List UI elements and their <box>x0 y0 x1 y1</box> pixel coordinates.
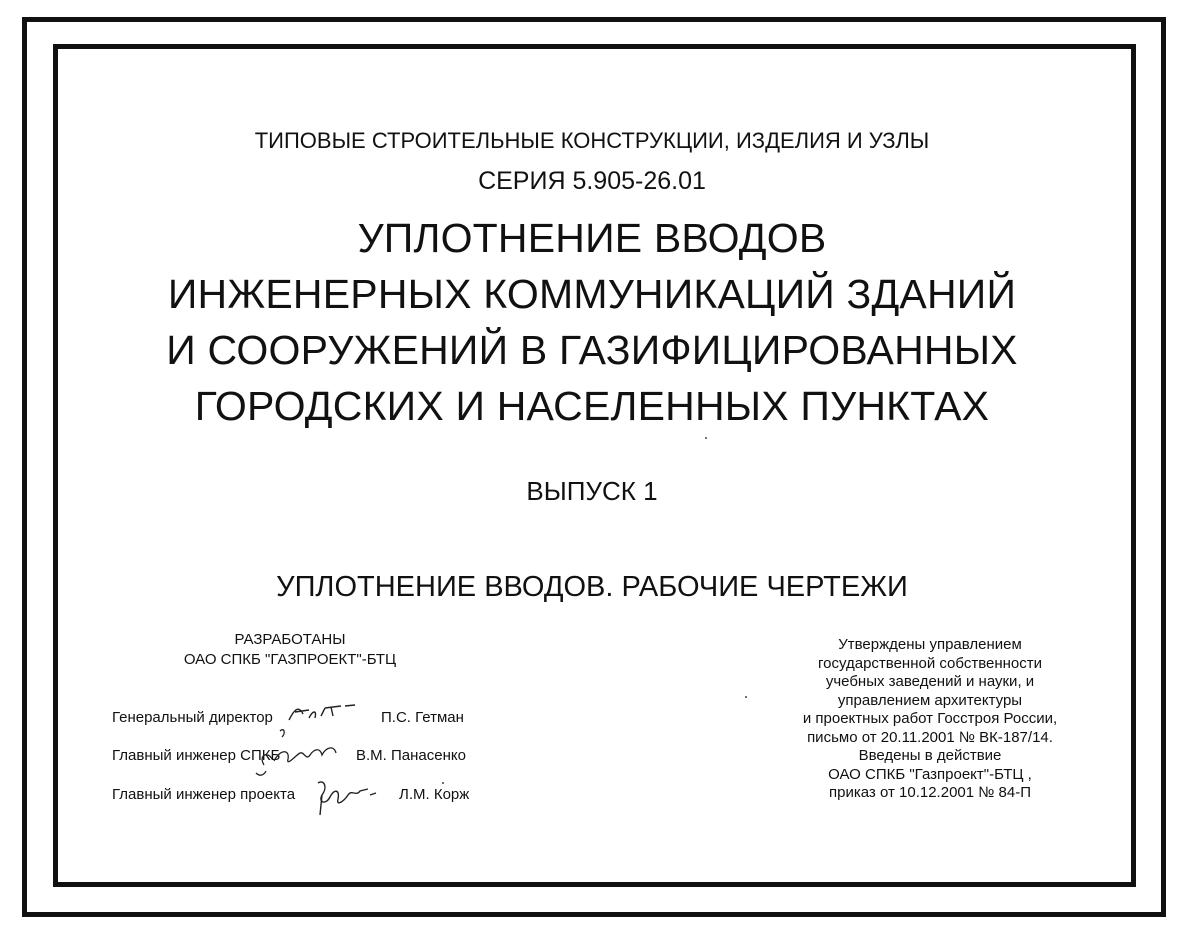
approval-line: Введены в действие <box>858 747 1002 764</box>
approval-block <box>780 636 1080 803</box>
signatory-role: Главный инженер проекта <box>112 786 296 803</box>
signature-project-engineer <box>312 775 382 819</box>
approval-line: письмо от 20.11.2001 № ВК-187/14. <box>807 728 1053 746</box>
approval-line: и проектных работ Госстроя России, <box>802 710 1058 727</box>
document-subtitle: УПЛОТНЕНИЕ ВВОДОВ. РАБОЧИЕ ЧЕРТЕЖИ <box>276 571 908 603</box>
document-title <box>0 210 1184 434</box>
approval-line: управлением архитектуры <box>837 691 1023 709</box>
signatory-role: Генеральный директор <box>112 709 273 726</box>
signatory-name: Л.М. Корж <box>399 786 470 803</box>
series-code: СЕРИЯ 5.905-26.01 <box>478 167 706 195</box>
series-header: ТИПОВЫЕ СТРОИТЕЛЬНЫЕ КОНСТРУКЦИИ, ИЗДЕЛИЯ И УЗЛЫ <box>254 128 930 153</box>
title-line: ИНЖЕНЕРНЫХ КОММУНИКАЦИЙ ЗДАНИЙ <box>167 271 1017 317</box>
title-line: И СООРУЖЕНИЙ В ГАЗИФИЦИРОВАННЫХ <box>166 327 1018 373</box>
approval-line: государственной собственности <box>818 654 1042 672</box>
issue-number: ВЫПУСК 1 <box>526 476 658 506</box>
developed-by-block <box>150 630 430 670</box>
approval-line: учебных заведений и науки, и <box>825 673 1035 690</box>
signature-chief-engineer <box>250 725 360 781</box>
approval-line: приказ от 10.12.2001 № 84-П <box>829 784 1031 801</box>
scan-speck <box>745 696 747 698</box>
signature-director <box>285 700 365 726</box>
signatory-role: Главный инженер СПКБ <box>112 747 281 764</box>
signatory-name: П.С. Гетман <box>381 709 464 726</box>
approval-line: Утверждены управлением <box>838 636 1022 653</box>
title-line: ГОРОДСКИХ И НАСЕЛЕННЫХ ПУНКТАХ <box>194 383 990 429</box>
developed-label: РАЗРАБОТАНЫ <box>234 631 346 648</box>
signatory-name: В.М. Панасенко <box>356 747 466 764</box>
title-line: УПЛОТНЕНИЕ ВВОДОВ <box>357 215 827 261</box>
scan-speck <box>705 437 707 439</box>
scan-speck <box>442 782 444 784</box>
approval-line: ОАО СПКБ "Газпроект"-БТЦ , <box>828 765 1032 783</box>
developer-organization: ОАО СПКБ "ГАЗПРОЕКТ"-БТЦ <box>183 651 397 668</box>
